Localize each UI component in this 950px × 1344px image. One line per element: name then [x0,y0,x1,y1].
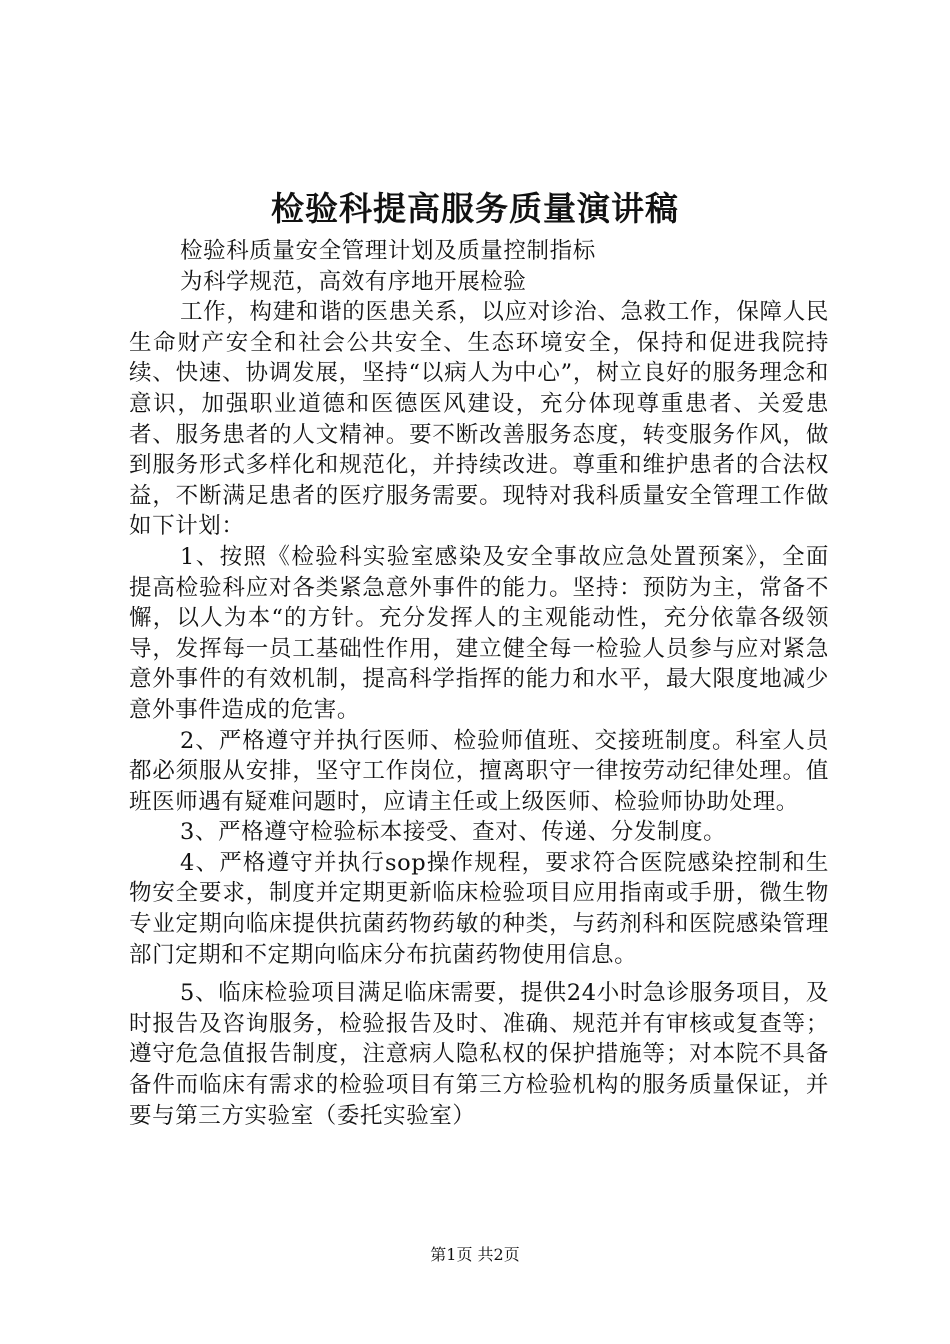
paragraph-overview: 工作，构建和谐的医患关系，以应对诊治、急救工作，保障人民生命财产安全和社会公共安全、生态环境安全，保持和促进我院持续、快速、协调发展，坚持“以病人为中心”，树立良好的服务理念和意识，加强职业道德和医德医风建设，充分体现尊重患者、关爱患者、服务患者的人文精神。要不断改善服务态度，转变服务作风，做到服务形式多样化和规范化，并持续改进。尊重和维护患者的合法权益，不断满足患者的医疗服务需要。现特对我科质量安全管理工作做如下计划： [129,299,829,540]
paragraph-item-4: 4、严格遵守并执行sop操作规程，要求符合医院感染控制和生物安全要求，制度并定期更新临床检验项目应用指南或手册，微生物专业定期向临床提供抗菌药物药敏的种类，与药剂科和医院感染管理部门定期和不定期向临床分布抗菌药物使用信息。 [129,849,829,968]
document-body [129,236,829,1131]
paragraph-intro: 为科学规范，高效有序地开展检验 [180,268,527,295]
paragraph-item-5: 5、临床检验项目满足临床需要，提供24小时急诊服务项目，及时报告及咨询服务，检验报告及时、准确、规范并有审核或复查等；遵守危急值报告制度，注意病人隐私权的保护措施等；对本院不具备备件而临床有需求的检验项目有第三方检验机构的服务质量保证，并要与第三方实验室（委托实验室） [129,980,829,1129]
paragraph-subtitle: 检验科质量安全管理计划及质量控制指标 [180,238,596,264]
paragraph-item-1: 1、按照《检验科实验室感染及安全事故应急处置预案》，全面提高检验科应对各类紧急意外事件的能力。坚持：预防为主，常备不懈，以人为本“的方针。充分发挥人的主观能动性，充分依靠各级领导，发挥每一员工基础性作用，建立健全每一检验人员参与应对紧急意外事件的有效机制，提高科学指挥的能力和水平，最大限度地减少意外事件造成的危害。 [129,543,829,723]
paragraph-item-3: 3、严格遵守检验标本接受、查对、传递、分发制度。 [180,819,727,846]
paragraph-item-2: 2、严格遵守并执行医师、检验师值班、交接班制度。科室人员都必须服从安排，坚守工作岗位，擅离职守一律按劳动纪律处理。值班医师遇有疑难问题时，应请主任或上级医师、检验师协助处理。 [129,727,829,815]
document-title: 检验科提高服务质量演讲稿 [271,189,679,228]
page-number: 第1页 共2页 [430,1245,520,1264]
